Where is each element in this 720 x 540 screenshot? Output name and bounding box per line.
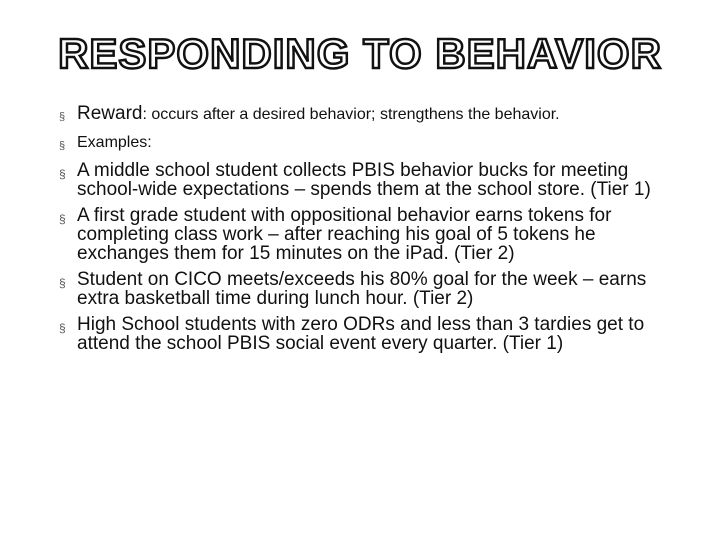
example-text: Student on CICO meets/exceeds his 80% goal for the week – earns extra basketball time during lunch hour. (Tier 2) — [77, 269, 647, 309]
example-text: High School students with zero ODRs and less than 3 tardies get to attend the school PBIS social event every quarter. (Tier 1) — [77, 314, 645, 354]
reward-definition: : occurs after a desired behavior; strengthens the behavior. — [142, 106, 560, 123]
bullet-square-icon: § — [59, 321, 66, 335]
example-item — [59, 270, 679, 308]
bullet-list — [59, 104, 679, 360]
reward-term: Reward — [77, 103, 143, 124]
bullet-square-icon: § — [59, 111, 66, 123]
bullet-square-icon: § — [59, 276, 66, 290]
example-item — [59, 315, 679, 353]
example-text: A middle school student collects PBIS behavior bucks for meeting school-wide expectations – spends them at the school store. (Tier 1) — [77, 160, 651, 200]
example-item — [59, 161, 679, 199]
example-text: A first grade student with oppositional behavior earns tokens for completing class work – after reaching his goal of 5 tokens he exchanges them for 15 minutes on the iPad. (Tier 2) — [77, 205, 612, 264]
bullet-square-icon: § — [59, 167, 66, 181]
bullet-square-icon: § — [59, 212, 66, 226]
reward-bullet — [59, 104, 679, 125]
example-item — [59, 206, 679, 263]
examples-bullet — [59, 133, 679, 153]
examples-label: Examples: — [77, 134, 152, 151]
bullet-square-icon: § — [59, 140, 66, 152]
slide-title: RESPONDING TO BEHAVIOR — [58, 30, 662, 77]
